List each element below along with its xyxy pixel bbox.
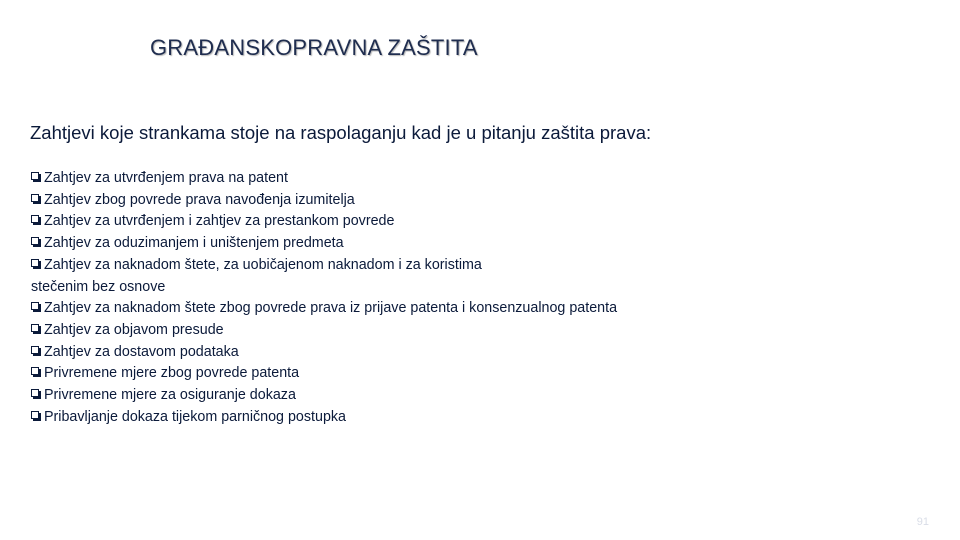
list-item [31, 363, 617, 385]
list-item [31, 255, 617, 277]
slide-title: GRAĐANSKOPRAVNA ZAŠTITA [150, 35, 478, 60]
list-item-text: Zahtjev zbog povrede prava navođenja izumitelja [44, 191, 355, 208]
checkbox-square-icon [31, 259, 42, 270]
checkbox-square-icon [31, 237, 42, 248]
checkbox-square-icon [31, 346, 42, 357]
list-item [31, 407, 617, 429]
list-item-continuation [31, 277, 617, 299]
list-item [31, 342, 617, 364]
checkbox-square-icon [31, 215, 42, 226]
list-item [31, 385, 617, 407]
list-item-text: Pribavljanje dokaza tijekom parničnog postupka [44, 408, 347, 425]
list-item [31, 298, 617, 320]
list-item-text: Privremene mjere za osiguranje dokaza [44, 387, 296, 404]
list-item-text: Zahtjev za oduzimanjem i uništenjem predmeta [44, 235, 344, 252]
checkbox-square-icon [31, 194, 42, 205]
checkbox-square-icon [31, 389, 42, 400]
list-item [31, 190, 617, 212]
checkbox-square-icon [31, 411, 42, 422]
list-item-text: Zahtjev za utvrđenjem prava na patent [44, 170, 288, 186]
page-number: 91 [916, 516, 929, 528]
list-item [31, 211, 617, 233]
checkbox-square-icon [31, 172, 42, 183]
checkbox-square-icon [31, 367, 42, 378]
list-item [31, 168, 617, 190]
list-item-text: Zahtjev za naknadom štete, za uobičajenom naknadom i za koristima [44, 256, 482, 273]
checkbox-square-icon [31, 324, 42, 335]
intro-text: Zahtjevi koje strankama stoje na raspolaganju kad je u pitanju zaštita prava: [30, 122, 652, 143]
list-item-text: Zahtjev za utvrđenjem i zahtjev za prestankom povrede [44, 213, 395, 230]
checkbox-square-icon [31, 302, 42, 313]
list-item-text: Privremene mjere zbog povrede patenta [44, 365, 300, 382]
list-item [31, 320, 617, 342]
remedies-list [31, 168, 617, 428]
list-item-text: Zahtjev za dostavom podataka [44, 343, 239, 360]
list-item-text: Zahtjev za naknadom štete zbog povrede prava iz prijave patenta i konsenzualnog patenta [44, 300, 618, 317]
list-item-text: stečenim bez osnove [31, 278, 166, 295]
list-item [31, 233, 617, 255]
list-item-text: Zahtjev za objavom presude [44, 321, 224, 338]
